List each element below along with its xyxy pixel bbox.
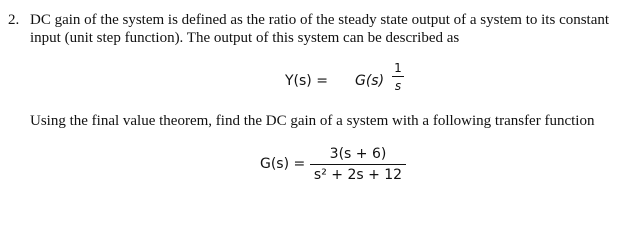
- step-fraction-denominator: s: [394, 79, 402, 93]
- intro-line-1: DC gain of the system is defined as the ratio of the steady state output of a system to its constant: [30, 12, 610, 28]
- transfer-function-denominator: s² + 2s + 12: [313, 167, 403, 183]
- transfer-function-lhs: G(s) =: [260, 156, 306, 172]
- transfer-function-equation: [260, 146, 410, 188]
- transfer-function-numerator: 3(s + 6): [329, 146, 387, 162]
- output-equation-transfer: G(s): [355, 73, 385, 89]
- problem-number: 2.: [8, 12, 20, 28]
- fraction-bar: [392, 76, 404, 77]
- step-input-fraction: [392, 61, 404, 93]
- transfer-function-fraction: [310, 146, 406, 183]
- intro-line-2: input (unit step function). The output of this system can be described as: [30, 30, 460, 46]
- output-equation-lhs: Y(s) =: [285, 73, 328, 89]
- step-fraction-numerator: 1: [394, 61, 402, 75]
- problem-intro: [30, 11, 615, 47]
- problem-instruction: Using the final value theorem, find the DC gain of a system with a following transfer function: [30, 113, 595, 129]
- fraction-bar: [310, 164, 406, 165]
